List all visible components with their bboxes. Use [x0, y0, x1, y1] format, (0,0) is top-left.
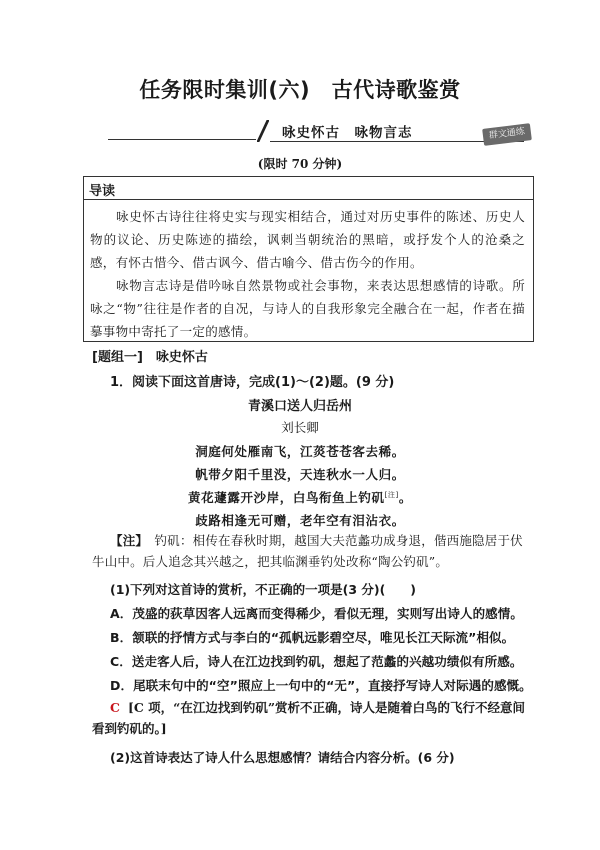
time-limit: (限时 70 分钟) — [257, 157, 343, 171]
guide-body — [90, 205, 525, 343]
sub-question-2: (2)这首诗表达了诗人什么思想感情？请结合内容分析。(6 分) — [110, 750, 455, 765]
option-a: A．茂盛的荻草因客人远离而变得稀少，看似无理，实则写出诗人的感情。 — [110, 606, 523, 621]
header-rule-left — [108, 139, 256, 140]
note-tag: 【注】 — [110, 533, 142, 548]
answer-continuation: 看到钓矶的。] — [92, 721, 167, 736]
answer-text: [C 项，“在江边找到钓矶”赏析不正确，诗人是随着白鸟的飞行不经意间 — [127, 700, 526, 715]
note-text: 钓矶：相传在春秋时期，越国大夫范蠡功成身退，偕西施隐居于伏 — [141, 533, 523, 548]
answer-letter: C — [110, 700, 120, 715]
question-1-prompt: 1．阅读下面这首唐诗，完成(1)～(2)题。(9 分) — [110, 375, 395, 390]
guide-paragraph-object: 咏物言志诗是借吟咏自然景物或社会事物，来表达思想感情的诗歌。所咏之“物”往往是作者的自况，与诗人的自我形象完全融合在一起，作者在描摹事物中寄托了一定的感情。 — [90, 278, 525, 339]
poem-title: 青溪口送人归岳州 — [247, 399, 352, 414]
poem-line: 黄花蘧露开沙岸，白鸟衔鱼上钓矶[注]。 — [188, 490, 412, 505]
guide-box — [83, 176, 534, 342]
section-subtitle: 咏史怀古 咏物言志 — [282, 125, 413, 141]
poem-line: 帆带夕阳千里没，天连秋水一人归。 — [195, 467, 405, 482]
group-heading: [题组一] 咏史怀古 — [92, 350, 208, 365]
poem-author: 刘长卿 — [281, 420, 319, 435]
header-slash-mark — [257, 120, 269, 142]
option-c: C．送走客人后，诗人在江边找到钓矶，想起了范蠡的兴越功绩似有所感。 — [110, 654, 523, 669]
guide-paragraph-history: 咏史怀古诗往往将史实与现实相结合，通过对历史事件的陈述、历史人物的议论、历史陈迹的描绘，讽刺当朝统治的黑暗，或抒发个人的沧桑之感，有怀古惜今、借古讽今、借古喻今、借古伤今的作用。 — [90, 209, 525, 270]
page-title: 任务限时集训(六) 古代诗歌鉴赏 — [139, 78, 461, 102]
poem-line: 洞庭何处雁南飞，江菼苍苍客去稀。 — [195, 444, 405, 459]
answer-explanation — [110, 697, 540, 719]
guide-header — [84, 177, 533, 200]
poem-line: 歧路相逢无可赠，老年空有泪沾衣。 — [195, 513, 405, 528]
option-d: D．尾联末句中的“空”照应上一句中的“无”，直接抒写诗人对际遇的感慨。 — [110, 678, 532, 693]
option-b: B．颔联的抒情方式与李白的“孤帆远影碧空尽，唯见长江天际流”相似。 — [110, 630, 515, 645]
poem-line-text: 黄花蘧露开沙岸，白鸟衔鱼上钓矶 — [188, 490, 385, 505]
group-practice-badge: 群文通练 — [482, 123, 532, 146]
guide-label: 导读 — [89, 184, 116, 199]
sub-question-1: (1)下列对这首诗的赏析，不正确的一项是(3 分)( ) — [110, 582, 417, 597]
note-marker: [注] — [384, 490, 399, 499]
poem-note — [110, 530, 540, 552]
note-continuation: 牛山中。后人追念其兴越之，把其临渊垂钓处改称“陶公钓矶”。 — [92, 554, 449, 569]
